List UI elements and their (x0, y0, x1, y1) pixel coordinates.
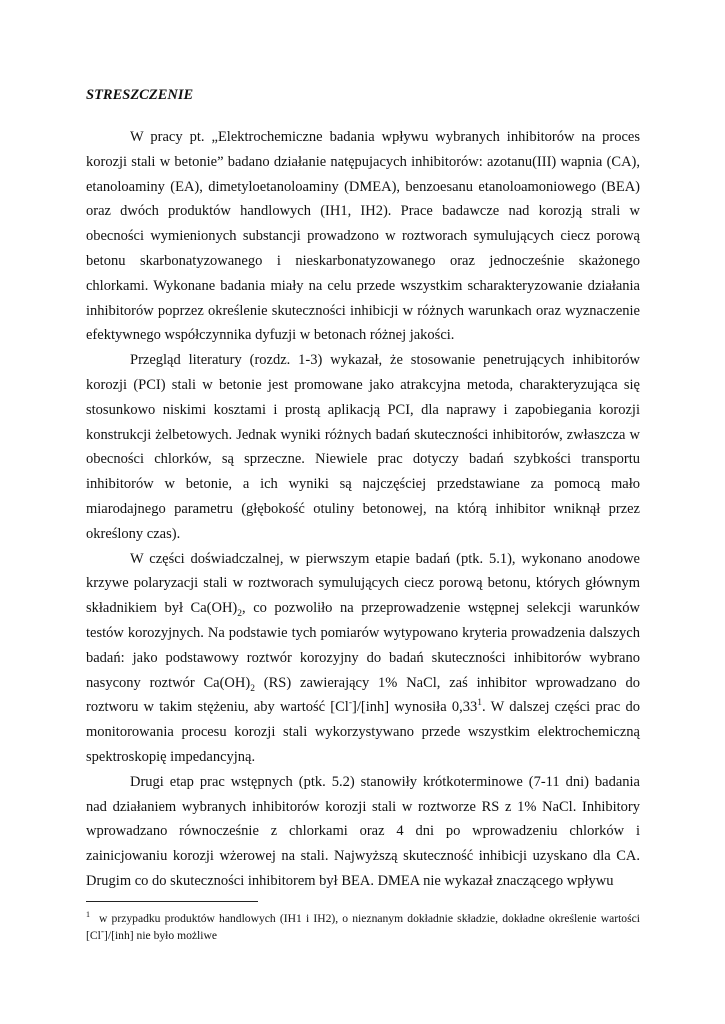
paragraph-3-text: W części doświadczalnej, w pierwszym etapie badań (ptk. 5.1), wykonano anodowe krzywe polaryzacji stali w roztworach symulujących ciecz porową betonu, których głównym składnikiem był Ca(OH) (86, 550, 640, 617)
footnote (86, 906, 640, 944)
footnote-divider (86, 901, 258, 902)
abstract-body (86, 125, 640, 894)
paragraph-1: W pracy pt. „Elektrochemiczne badania wpływu wybranych inhibitorów na proces korozji stali w betonie” badano działanie natępujacych inhibitorów: azotanu(III) wapnia (CA), etanoloaminy (EA), dimetyloetanoloaminy (DMEA), benzoesanu etanoloamoniowego (BEA) oraz dwóch produktów handlowych (IH1, IH2). Prace badawcze nad korozją strali w obecności wymienionych substancji prowadzono w roztworach symulujących ciecz porową betonu skarbonatyzowanego i nieskarbonatyzowanego oraz jednocześnie skażonego chlorkami. Wykonane badania miały na celu przede wszystkim scharakteryzowanie działania inhibitorów poprzez określenie skuteczności inhibicji w różnych warunkach oraz wyznaczenie efektywnego współczynnika dyfuzji w betonach różnej jakości. (86, 129, 640, 344)
superscript: - (100, 927, 104, 938)
footnote-text: w przypadku produktów handlowych (IH1 i IH2), o nieznanym dokładnie składzie, dokładne określenie wartości [Cl (86, 912, 640, 942)
footnote-reference[interactable]: 1 (477, 698, 482, 709)
paragraph-3 (86, 547, 640, 770)
paragraph-3-text: . W dalszej części prac do monitorowania procesu korozji stali wykorzystywano przede wszystkim elektrochemiczną spektroskopię impedancyjną. (86, 699, 640, 765)
paragraph-3-text: , co pozwoliło na przeprowadzenie wstępnej selekcji warunków testów korozyjnych. Na podstawie tych pomiarów wytypowano kryteria prowadzenia dalszych badań: jako podstawowy roztwór korozyjny do badań skuteczności inhibitorów wybrano nasycony roztwór Ca(OH) (86, 600, 640, 691)
paragraph-3-text: (RS) zawierający 1% NaCl, zaś inhibitor wprowadzano do roztworu w takim stężeniu, aby wartość [Cl (86, 674, 640, 716)
page-heading: STRESZCZENIE (86, 87, 194, 103)
paragraph-2: Przegląd literatury (rozdz. 1-3) wykazał, że stosowanie penetrujących inhibitorów korozji (PCI) stali w betonie jest promowane jako atrakcyjna metoda, charakteryzująca się stosunkowo niskimi kosztami i prostą aplikacją PCI, dla naprawy i zapobiegania korozji konstrukcji żelbetowych. Jednak wyniki różnych badań skuteczności inhibitorów, zwłaszcza w obecności chlorków, są sprzeczne. Niewiele prac dotyczy badań szybkości transportu inhibitorów w betonie, a ich wyniki są najczęściej przedstawiane za pomocą mało miarodajnego parametru (głębokość otuliny betonowej, na którą inhibitor wniknął przez określony czas). (86, 352, 640, 542)
subscript: 2 (250, 683, 255, 694)
footnote-marker: 1 (86, 910, 90, 919)
paragraph-3-text: ]/[inh] wynosiła 0,33 (352, 699, 478, 716)
superscript: - (348, 698, 353, 709)
footnote-text: ]/[inh] nie było możliwe (104, 929, 218, 942)
subscript: 2 (237, 609, 242, 620)
paragraph-4: Drugi etap prac wstępnych (ptk. 5.2) stanowiły krótkoterminowe (7-11 dni) badania nad działaniem wybranych inhibitorów korozji stali w roztworze RS z 1% NaCl. Inhibitory wprowadzano równocześnie z chlorkami oraz 4 dni po wprowadzeniu chlorków i zainicjowaniu korozji wżerowej na stali. Najwyższą skuteczność inhibicji uzyskano dla CA. Drugim co do skuteczności inhibitorem był BEA. DMEA nie wykazał znaczącego wpływu (86, 773, 640, 889)
